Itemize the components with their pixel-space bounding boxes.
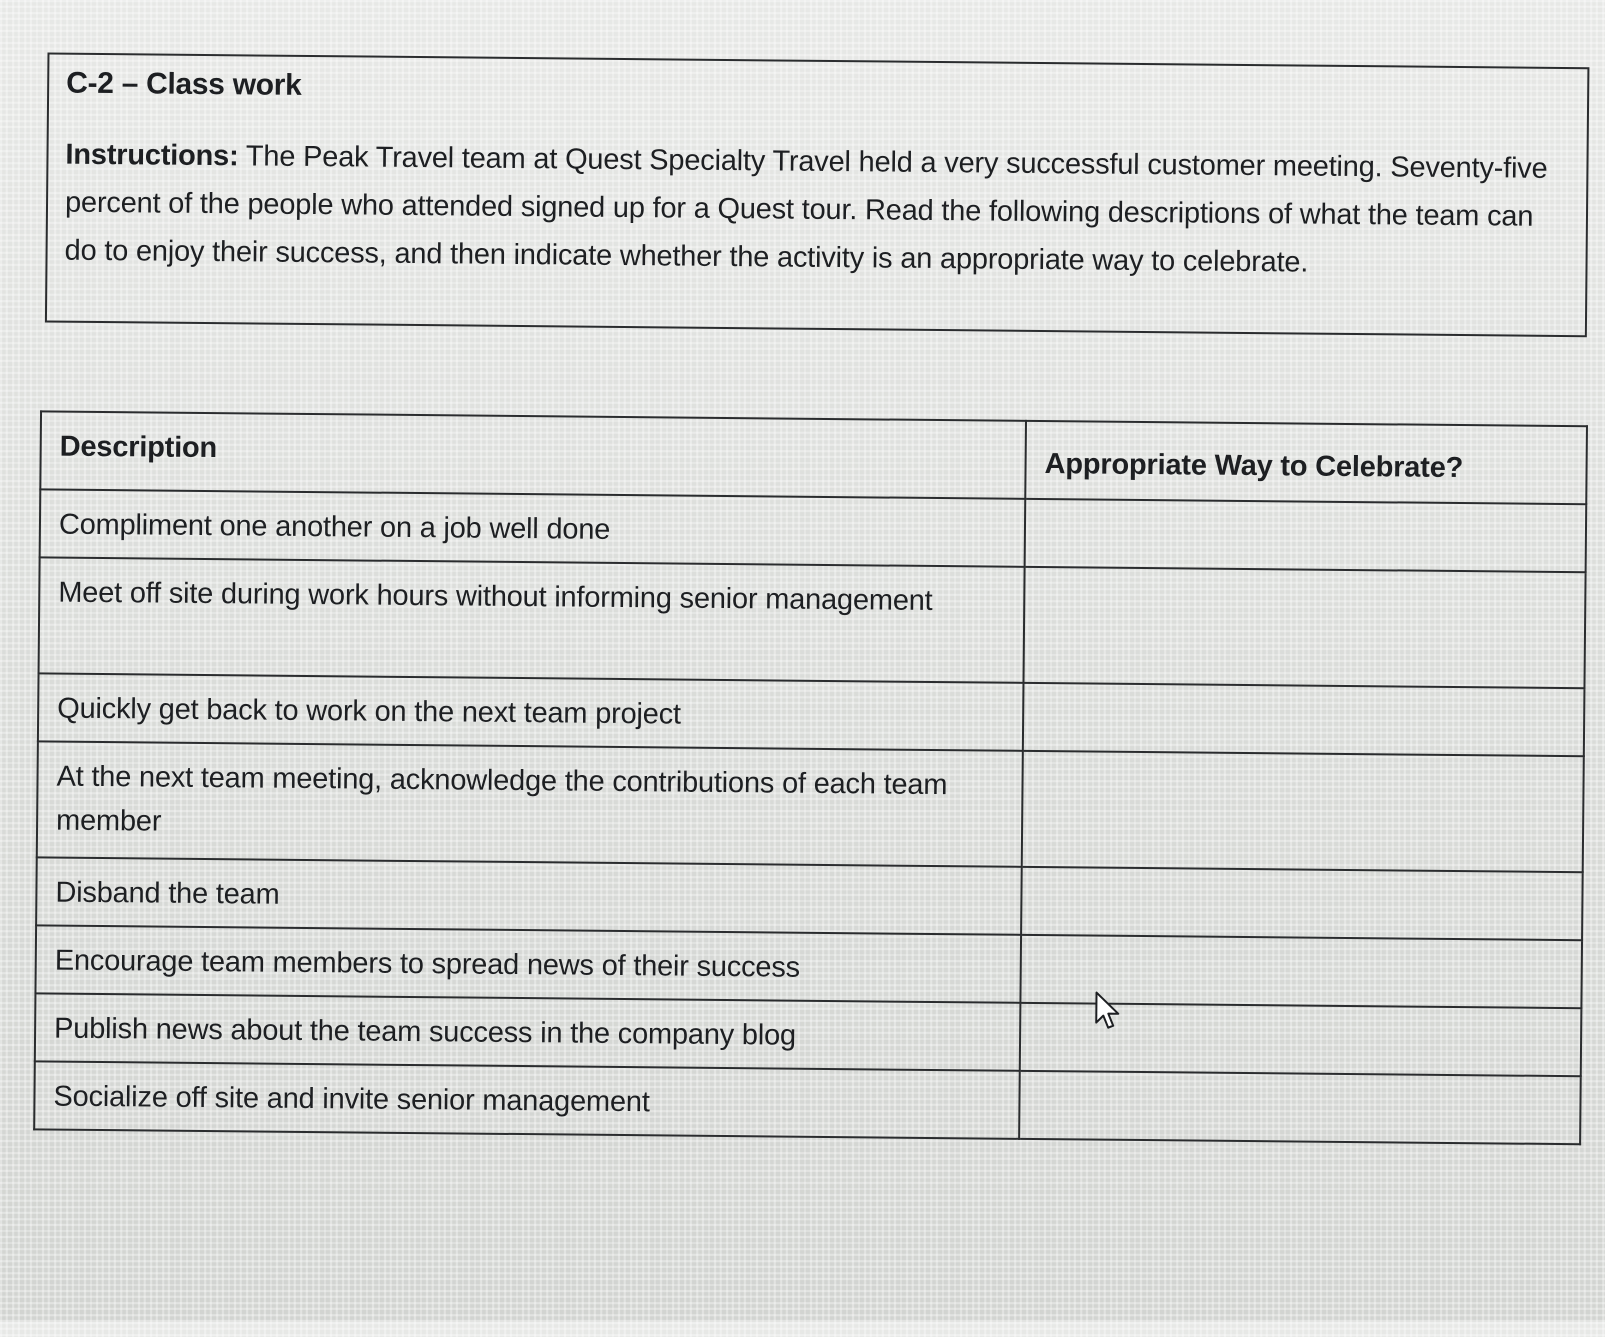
row-description: Encourage team members to spread news of their success: [35, 925, 1021, 1002]
instructions-paragraph: [64, 131, 1570, 289]
row-description: Meet off site during work hours without informing senior management: [39, 557, 1025, 682]
table-header-row: [40, 411, 1587, 504]
instructions-body: The Peak Travel team at Quest Specialty Travel held a very successful customer meeting. Seventy-five percent of the people who attended signed up for a Quest tour. Read the following descriptions of what the team can do to enjoy their success, and then indicate whether the activity is an appropriate way to celebrate.: [64, 140, 1548, 279]
header-appropriate: Appropriate Way to Celebrate?: [1025, 421, 1587, 504]
header-description: Description: [40, 411, 1026, 498]
mouse-pointer-hand-icon: [1093, 991, 1127, 1035]
row-description: Compliment one another on a job well done: [40, 489, 1026, 566]
row-answer-cell[interactable]: [1023, 683, 1585, 756]
table-row: [37, 741, 1584, 872]
row-answer-cell[interactable]: [1025, 499, 1587, 572]
instructions-box: [45, 52, 1590, 337]
celebration-table: [33, 410, 1588, 1145]
instructions-label: Instructions:: [65, 138, 239, 173]
row-answer-cell[interactable]: [1023, 567, 1585, 688]
row-description: Disband the team: [36, 857, 1022, 934]
row-description: Publish news about the team success in the company blog: [35, 993, 1021, 1070]
row-answer-cell[interactable]: [1022, 751, 1584, 872]
table-row: [34, 1061, 1581, 1144]
row-description: At the next team meeting, acknowledge the contributions of each team member: [37, 741, 1023, 866]
document-title: C-2 – Class work: [66, 66, 302, 102]
row-description: Socialize off site and invite senior management: [34, 1061, 1020, 1138]
row-description: Quickly get back to work on the next team project: [38, 673, 1024, 750]
table-row: [39, 557, 1586, 688]
row-answer-cell[interactable]: [1021, 867, 1583, 940]
row-answer-cell[interactable]: [1019, 1071, 1581, 1144]
